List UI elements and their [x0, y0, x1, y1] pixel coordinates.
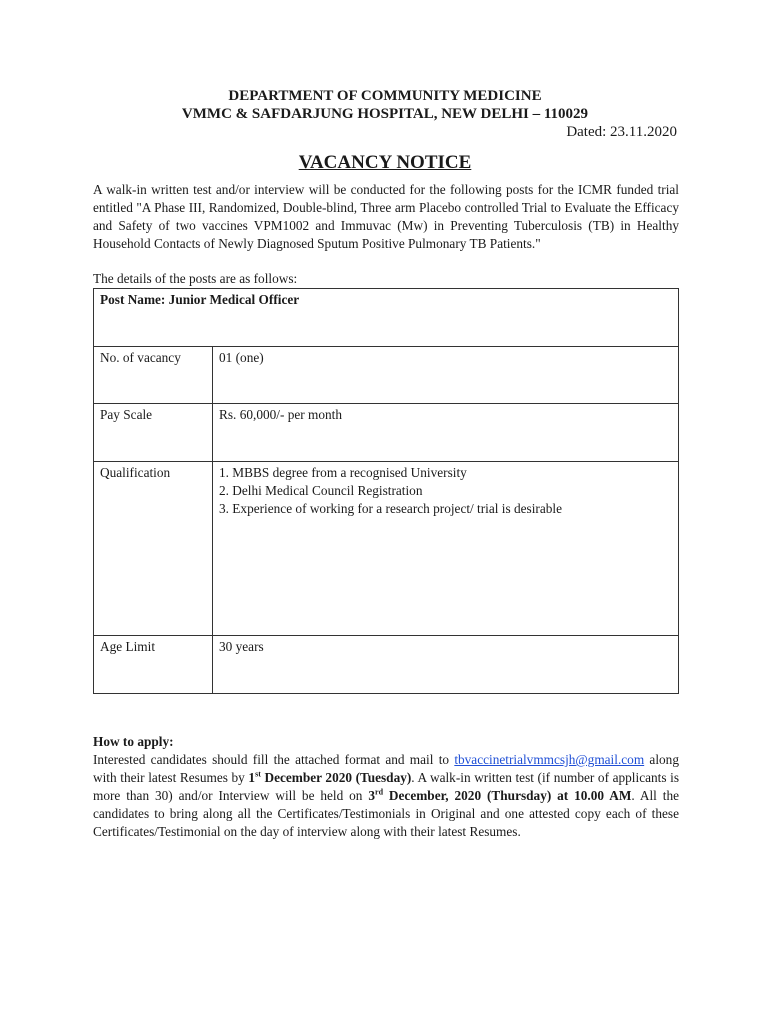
table-row-pay-scale	[94, 404, 679, 462]
qualification-item: 2. Delhi Medical Council Registration	[219, 483, 423, 498]
email-link[interactable]: tbvaccinetrialvmmcsjh@gmail.com	[454, 752, 645, 767]
apply-text: Interested candidates should fill the attached format and mail to	[93, 752, 455, 767]
intro-paragraph: A walk-in written test and/or interview will be conducted for the following posts for the ICMR funded trial entitled "A Phase III, Randomized, Double-blind, Three arm Placebo controlled Trial to Evaluate the Efficacy and Safety of two vaccines VPM1002 and Immuvac (Mw) in Preventing Tuberculosis (TB) in Healthy Household Contacts of Newly Diagnosed Sputum Positive Pulmonary TB Patients."	[93, 182, 679, 251]
apply-text: . All the candidates to bring along all the Certificates/Testimonials in Original and one attested copy each of these Certificates/Testimonial on the day of interview along with their latest Resumes.	[93, 788, 679, 839]
how-to-apply-paragraph	[93, 751, 679, 841]
vacancy-value: 01 (one)	[213, 347, 679, 404]
pay-scale-label: Pay Scale	[94, 404, 213, 462]
apply-text: along with their latest Resumes by	[93, 752, 679, 785]
qualification-item: 3. Experience of working for a research project/ trial is desirable	[219, 501, 562, 516]
how-to-apply-heading: How to apply:	[93, 734, 174, 749]
post-details-table	[93, 288, 679, 694]
interview-date: 3rd December, 2020 (Thursday) at 10.00 AM	[368, 787, 632, 803]
table-row-post-name	[94, 289, 679, 347]
pay-scale-value: Rs. 60,000/- per month	[213, 404, 679, 462]
hospital-heading: VMMC & SAFDARJUNG HOSPITAL, NEW DELHI – 110029	[181, 106, 589, 122]
table-row-vacancy	[94, 347, 679, 404]
age-limit-value: 30 years	[213, 636, 679, 694]
age-limit-label: Age Limit	[94, 636, 213, 694]
notice-title: VACANCY NOTICE	[298, 152, 472, 173]
table-row-age-limit	[94, 636, 679, 694]
notice-date: Dated: 23.11.2020	[566, 124, 677, 140]
details-label: The details of the posts are as follows:	[93, 271, 298, 286]
qualification-value	[213, 462, 679, 636]
table-row-qualification	[94, 462, 679, 636]
qualification-label: Qualification	[94, 462, 213, 636]
department-heading: DEPARTMENT OF COMMUNITY MEDICINE	[228, 88, 542, 104]
resume-deadline: 1st December 2020 (Tuesday)	[248, 769, 412, 785]
post-name-cell: Post Name: Junior Medical Officer	[94, 289, 679, 347]
apply-text: . A walk-in written test (if number of applicants is more than 30) and/or Interview will be held on	[93, 770, 679, 803]
vacancy-label: No. of vacancy	[94, 347, 213, 404]
qualification-item: 1. MBBS degree from a recognised University	[219, 465, 467, 480]
